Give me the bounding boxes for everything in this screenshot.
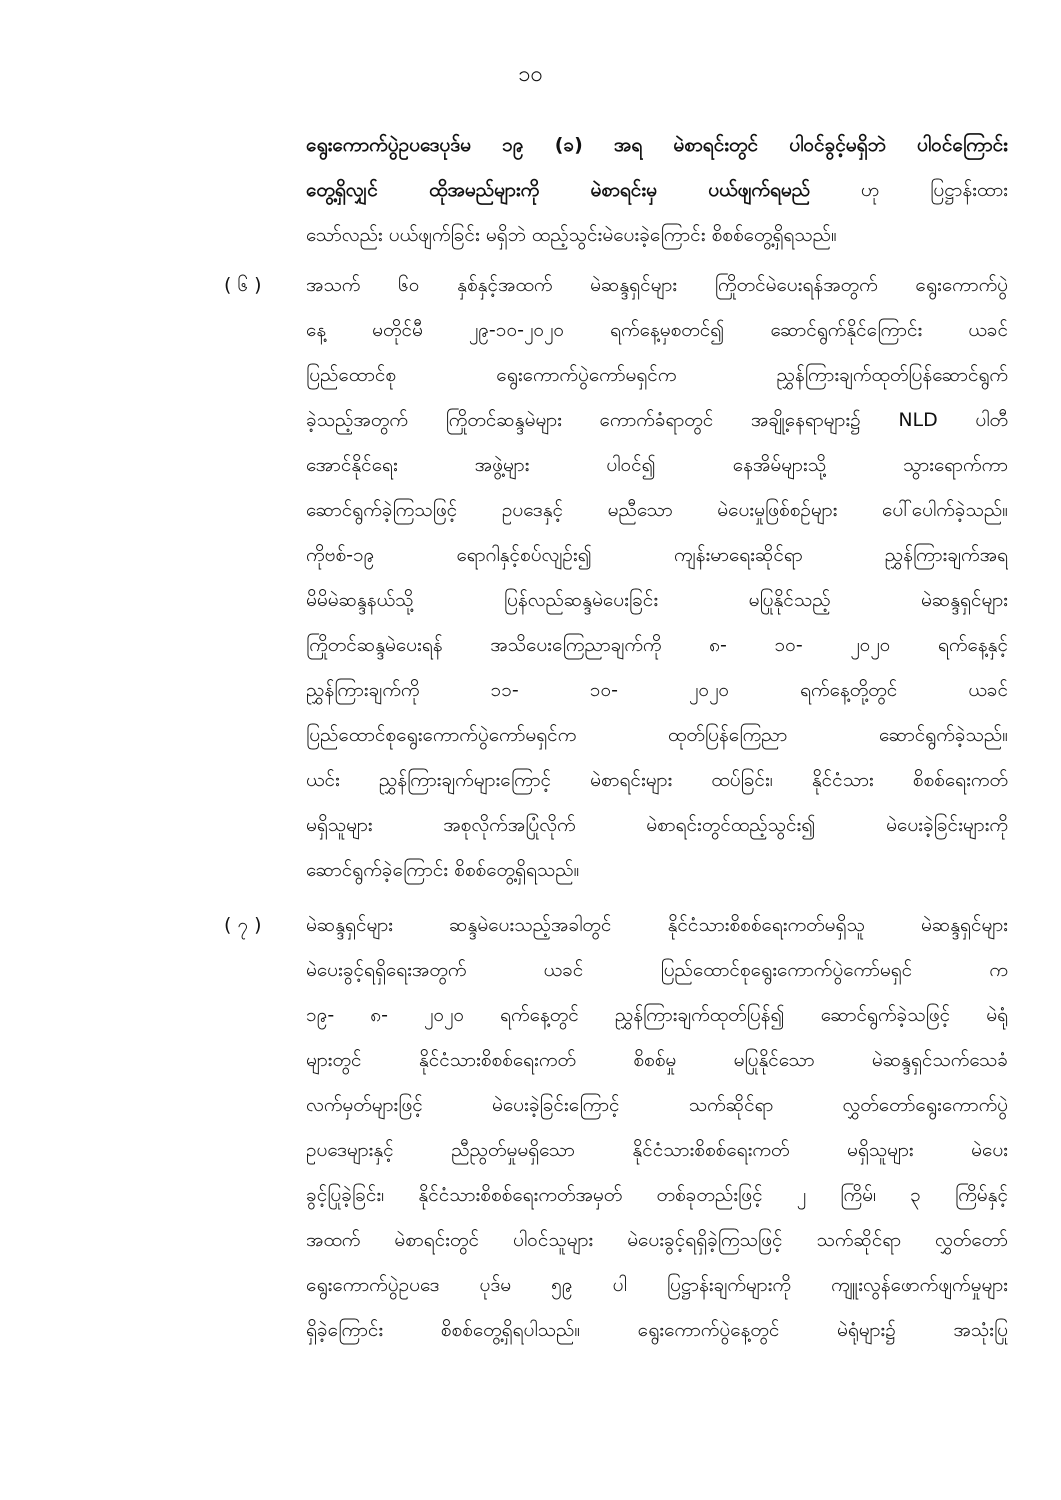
paragraph-line: ကြိုတင်ဆန္ဒမဲပေးရန် အသိပေးကြေညာချက်ကို ၈- ၁၀- ၂၀၂၀ ရက်နေ့နှင့်: [306, 634, 1008, 656]
paragraph-line: ရှိခဲ့ကြောင်း စိစစ်တွေ့ရှိရပါသည်။ ရွေးကောက်ပွဲနေ့တွင် မဲရုံများ၌ အသုံးပြု: [306, 1319, 1008, 1341]
paragraph-line: အောင်နိုင်ရေး အဖွဲ့များ ပါဝင်၍ နေအိမ်များသို့ သွားရောက်ကာ: [306, 454, 1008, 476]
paragraph-line: မိမိမဲဆန္ဒနယ်သို့ ပြန်လည်ဆန္ဒမဲပေးခြင်း မပြုနိုင်သည့် မဲဆန္ဒရှင်များ: [306, 589, 1008, 611]
paragraph-line: အထက် မဲစာရင်းတွင် ပါဝင်သူများ မဲပေးခွင့်ရရှိခဲ့ကြသဖြင့် သက်ဆိုင်ရာ လွှတ်တော်: [306, 1229, 1008, 1251]
paragraph-line: များတွင် နိုင်ငံသားစိစစ်ရေးကတ် စိစစ်မှု မပြုနိုင်သော မဲဆန္ဒရှင်သက်သေခံ: [306, 1049, 1008, 1071]
intro-line-3: သော်လည်း ပယ်ဖျက်ခြင်း မရှိဘဲ ထည့်သွင်းမဲပေးခဲ့ကြောင်း စိစစ်တွေ့ရှိရသည်။: [306, 224, 837, 246]
paragraph-line: ညွှန်ကြားချက်ကို ၁၁- ၁၀- ၂၀၂၀ ရက်နေ့တို့တွင် ယခင်: [306, 679, 1008, 701]
item-marker-7: ( ၇ ): [224, 914, 262, 936]
paragraph-line: မရှိသူများ အစုလိုက်အပြုံလိုက် မဲစာရင်းတွင်ထည့်သွင်း၍ မဲပေးခဲ့ခြင်းများကို: [306, 814, 1008, 836]
paragraph-line: ရွေးကောက်ပွဲဥပဒေ ပုဒ်မ ၅၉ ပါ ပြဋ္ဌာန်းချက်များကို ကျူးလွန်ဖောက်ဖျက်မှုများ: [306, 1274, 1008, 1296]
paragraph-line: ဥပဒေများနှင့် ညီညွတ်မှုမရှိသော နိုင်ငံသားစိစစ်ရေးကတ် မရှိသူများ မဲပေး: [306, 1139, 1008, 1161]
paragraph-line: ဆောင်ရွက်ခဲ့ကြသဖြင့် ဥပဒေနှင့် မညီသော မဲပေးမှုဖြစ်စဉ်များ ပေါ်ပေါက်ခဲ့သည်။: [306, 499, 1008, 521]
page-number: ၁၀: [518, 62, 543, 87]
paragraph-line: မဲဆန္ဒရှင်များ ဆန္ဒမဲပေးသည့်အခါတွင် နိုင်ငံသားစိစစ်ရေးကတ်မရှိသူ မဲဆန္ဒရှင်များ: [306, 914, 1008, 936]
paragraph-line: အသက် ၆၀ နှစ်နှင့်အထက် မဲဆန္ဒရှင်များ ကြိုတင်မဲပေးရန်အတွက် ရွေးကောက်ပွဲ: [306, 274, 1008, 296]
paragraph-line: ခွင့်ပြုခဲ့ခြင်း၊ နိုင်ငံသားစိစစ်ရေးကတ်အမှတ် တစ်ခုတည်းဖြင့် ၂ ကြိမ်၊ ၃ ကြိမ်နှင့်: [306, 1184, 1008, 1206]
paragraph-line: ယင်း ညွှန်ကြားချက်များကြောင့် မဲစာရင်းများ ထပ်ခြင်း၊ နိုင်ငံသား စိစစ်ရေးကတ်: [306, 769, 1008, 791]
paragraph-line: ဆောင်ရွက်ခဲ့ကြောင်း စိစစ်တွေ့ရှိရသည်။: [306, 859, 580, 881]
intro-line-2-bold: တွေ့ရှိလျှင် ထိုအမည်များကို မဲစာရင်းမှ ပယ်ဖျက်ရမည်: [306, 179, 811, 201]
paragraph-line: ကိုဗစ်-၁၉ ရောဂါနှင့်စပ်လျဉ်း၍ ကျန်းမာရေးဆိုင်ရာ ညွှန်ကြားချက်အရ: [306, 544, 1008, 566]
item-paragraph-7: [306, 903, 1008, 1353]
intro-line-2: [306, 168, 1008, 213]
intro-line-1: ရွေးကောက်ပွဲဥပဒေပုဒ်မ ၁၉ (ခ) အရ မဲစာရင်းတွင် ပါဝင်ခွင့်မရှိဘဲ ပါဝင်ကြောင်း: [306, 134, 1008, 156]
item-paragraph-6: [306, 263, 1008, 893]
paragraph-line: ပြည်ထောင်စုရွေးကောက်ပွဲကော်မရှင်က ထုတ်ပြန်ကြေညာ ဆောင်ရွက်ခဲ့သည်။: [306, 724, 1008, 746]
intro-line-2-rest: ဟု ပြဋ္ဌာန်းထား: [810, 179, 1008, 201]
item-marker-6: ( ၆ ): [224, 274, 262, 296]
paragraph-line: နေ့ မတိုင်မီ ၂၉-၁၀-၂၀၂၀ ရက်နေ့မှစတင်၍ ဆောင်ရွက်နိုင်ကြောင်း ယခင်: [306, 319, 1008, 341]
paragraph-line: ခဲ့သည့်အတွက် ကြိုတင်ဆန္ဒမဲများ ကောက်ခံရာတွင် အချို့နေရာများ၌ NLD ပါတီ: [306, 409, 1008, 431]
intro-paragraph: [306, 123, 1008, 258]
paragraph-line: ၁၉- ၈- ၂၀၂၀ ရက်နေ့တွင် ညွှန်ကြားချက်ထုတ်ပြန်၍ ဆောင်ရွက်ခဲ့သဖြင့် မဲရုံ: [306, 1004, 1008, 1026]
paragraph-line: လက်မှတ်များဖြင့် မဲပေးခဲ့ခြင်းကြောင့် သက်ဆိုင်ရာ လွှတ်တော်ရွေးကောက်ပွဲ: [306, 1094, 1008, 1116]
paragraph-line: ပြည်ထောင်စု ရွေးကောက်ပွဲကော်မရှင်က ညွှန်ကြားချက်ထုတ်ပြန်ဆောင်ရွက်: [306, 364, 1008, 386]
paragraph-line: မဲပေးခွင့်ရရှိရေးအတွက် ယခင် ပြည်ထောင်စုရွေးကောက်ပွဲကော်မရှင် က: [306, 959, 1008, 981]
